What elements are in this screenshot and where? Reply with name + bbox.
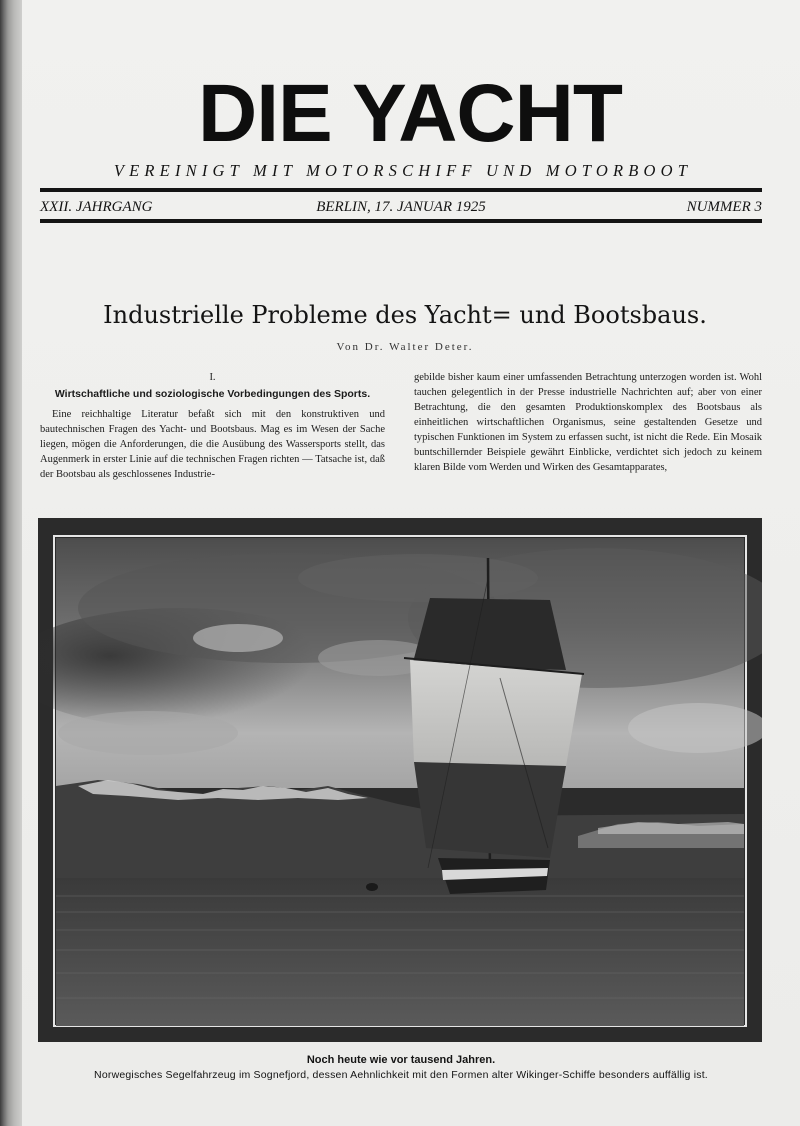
masthead-rule-bottom <box>40 219 762 223</box>
article-title: Industrielle Probleme des Yacht= und Bootsbaus. <box>103 301 707 329</box>
article-column-left <box>40 370 385 482</box>
volume-label: XXII. JAHRGANG <box>40 199 153 215</box>
masthead-subtitle: VEREINIGT MIT MOTORSCHIFF UND MOTORBOOT <box>113 161 693 180</box>
section-heading: Wirtschaftliche und soziologische Vorbedingungen des Sports. <box>54 388 371 400</box>
photo-caption-title: Noch heute wie vor tausend Jahren. <box>306 1054 496 1066</box>
article-paragraph: Eine reichhaltige Literatur befaßt sich mit den konstruktiven und bautechnischen Fragen des Yacht- und Bootsbaus. Mag es im Wesen der Sache liegen, mögen die Anforderungen, die die Ausübung des Wassersports stellt, das Augenmerk in erster Linie auf die technischen Fragen richten — Tatsache ist, daß der Bootsbau als geschlossenes Industrie- <box>40 409 385 480</box>
article-paragraph-continued: gebilde bisher kaum einer umfassenden Betrachtung unterzogen worden ist. Wohl tauchen gelegentlich in der Presse industrielle Nachrichten auf; aber von einer Betrachtung, die den gesamten Produktionskomplex des Bootsbaus als einheitlichen wirtschaftlichen Organismus, seine gestaltenden Gesetze und typischen Funktionen im System zu erfassen sucht, ist nicht die Rede. Ein Mosaik buntschillernder Beispiele gewährt Einblicke, verdichtet sich jedoch zu keinem klaren Bilde vom Werden und Wirken des Gesamtapparates, <box>414 372 762 473</box>
sailing-ship-photo <box>38 518 762 1042</box>
masthead-rule-top <box>40 188 762 192</box>
issue-info-row <box>40 197 762 217</box>
issue-number-label: NUMMER 3 <box>686 199 762 215</box>
masthead-title: DIE YACHT <box>198 68 622 159</box>
place-date-label: BERLIN, 17. JANUAR 1925 <box>316 199 486 215</box>
photo-image <box>38 518 762 1042</box>
article-byline: Von Dr. Walter Deter. <box>336 341 474 353</box>
section-number: I. <box>209 372 216 383</box>
article-column-right <box>414 370 762 475</box>
photo-caption-text: Norwegisches Segelfahrzeug im Sognefjord, dessen Aehnlichkeit mit den Formen alter Wikinger-Schiffe besonders auffällig ist. <box>94 1069 708 1081</box>
binding-edge <box>0 0 22 1126</box>
